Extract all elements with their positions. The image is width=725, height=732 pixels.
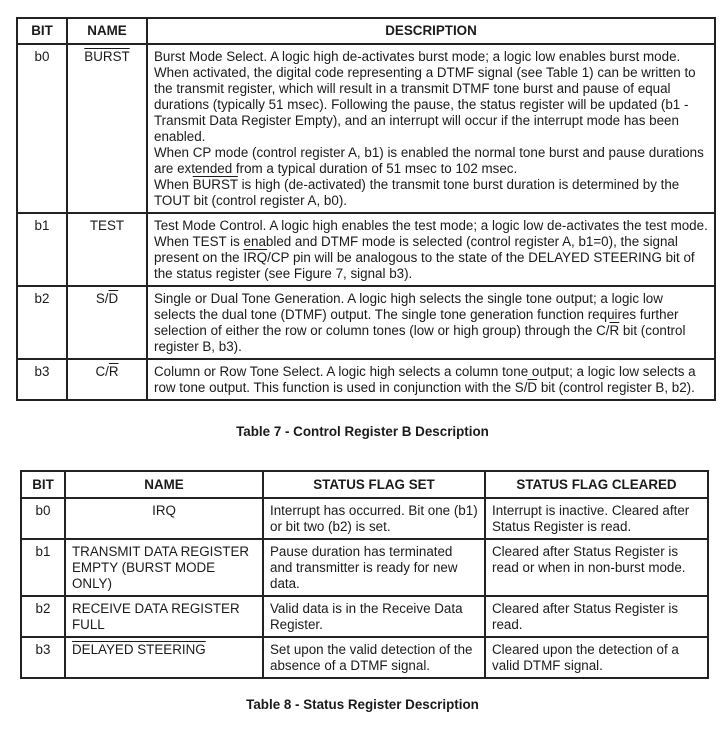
header-name: NAME (67, 18, 147, 44)
name-cell (65, 596, 263, 637)
table-row (21, 498, 708, 539)
table-row (21, 637, 708, 678)
description-cell (147, 286, 715, 359)
header-bit: BIT (17, 18, 67, 44)
table-row (17, 359, 715, 400)
bit-cell: b2 (17, 286, 67, 359)
overbar-text: $\overline{IRQ}$ (243, 250, 268, 265)
header-bit: BIT (21, 471, 65, 498)
status-flag-cleared-cell: Interrupt is inactive. Cleared after Status Register is read. (485, 498, 708, 539)
text-segment: S/ (95, 291, 109, 306)
header-row (17, 18, 715, 44)
name-cell (65, 637, 263, 678)
overbar-text: BURST (192, 177, 238, 192)
text-segment: When CP mode (control register A, b1) is enabled the normal tone burst and pause durations are extended from a typical duration of 51 msec to 102 msec. (154, 145, 704, 176)
table-row (21, 539, 708, 596)
header-status-flag-cleared: STATUS FLAG CLEARED (485, 471, 708, 498)
bit-cell: b3 (17, 359, 67, 400)
status-register-table (20, 470, 709, 679)
status-flag-cleared-cell: Cleared after Status Register is read. (485, 596, 708, 637)
bit-cell: b3 (21, 637, 65, 678)
status-flag-set-cell: Pause duration has terminated and transmitter is ready for new data. (263, 539, 485, 596)
status-flag-cleared-cell: Cleared upon the detection of a valid DTMF signal. (485, 637, 708, 678)
status-flag-set-cell: Set upon the valid detection of the absence of a DTMF signal. (263, 637, 485, 678)
table-row (21, 596, 708, 637)
overbar-text: $\overline{R}$ (609, 323, 620, 338)
text-segment: Column or Row Tone Select. A logic high selects a column tone output; a logic low selects a row tone output. This function is used in conjunction with the S/ (154, 364, 696, 395)
overbar-text: $\overline{R}$ (108, 364, 119, 379)
header-description: DESCRIPTION (147, 18, 715, 44)
overbar-text: DELAYED STEERING (72, 642, 206, 657)
description-cell (147, 44, 715, 213)
name-cell (65, 539, 263, 596)
header-name: NAME (65, 471, 263, 498)
text-segment: RECEIVE DATA REGISTER FULL (72, 601, 240, 632)
description-paragraph (154, 291, 708, 355)
description-paragraph (154, 218, 708, 282)
description-paragraph (154, 49, 708, 145)
bit-cell: b0 (17, 44, 67, 213)
description-cell (147, 213, 715, 286)
text-segment: Single or Dual Tone Generation. A logic high selects the single tone output; a logic low selects the dual tone (DTMF) output. The single tone generation function requires further selection of either the row or column tones (low or high group) through the C/ (154, 291, 679, 338)
header-row (21, 471, 708, 498)
description-paragraph (154, 364, 708, 396)
text-segment: IRQ (152, 503, 176, 518)
control-register-b-table (16, 17, 716, 401)
text-segment: Burst Mode Select. A logic high de-activates burst mode; a logic low enables burst mode. When activated, the digital code representing a DTMF signal (see Table 1) can be written to the transmit register, which will result in a transmit DTMF tone burst and pause of equal durations (typically 51 msec). Following the pause, the status register will be updated (b1 - Transmit Data Register Empty), and an interrupt will occur if the interrupt mode has been enabled. (154, 49, 696, 144)
table-8-caption: Table 8 - Status Register Description (246, 697, 479, 712)
name-cell (67, 359, 147, 400)
bit-cell: b1 (21, 539, 65, 596)
bit-cell: b0 (21, 498, 65, 539)
overbar-text: $\overline{D}$ (108, 291, 119, 306)
overbar-text: BURST (84, 49, 130, 64)
text-segment: TRANSMIT DATA REGISTER EMPTY (BURST MODE ONLY) (72, 544, 250, 591)
text-segment: /CP pin will be analogous to the state of the DELAYED STEERING bit of the status register (see Figure 7, signal b3). (154, 250, 695, 281)
table-row (17, 286, 715, 359)
text-segment: bit (control register B, b3). (154, 323, 686, 354)
description-cell (147, 359, 715, 400)
text-segment: Test Mode Control. A logic high enables the test mode; a logic low de-activates the test mode. When TEST is enabled and DTMF mode is selected (control register A, b1=0), the signal present on the (154, 218, 708, 265)
text-segment: TEST (89, 218, 125, 233)
description-paragraph (154, 145, 708, 177)
name-cell (67, 286, 147, 359)
description-paragraph (154, 177, 708, 209)
status-flag-set-cell: Valid data is in the Receive Data Register. (263, 596, 485, 637)
name-cell (67, 213, 147, 286)
table-row (17, 213, 715, 286)
bit-cell: b2 (21, 596, 65, 637)
overbar-text: $\overline{D}$ (527, 380, 538, 395)
name-cell (67, 44, 147, 213)
header-status-flag-set: STATUS FLAG SET (263, 471, 485, 498)
status-flag-set-cell: Interrupt has occurred. Bit one (b1) or bit two (b2) is set. (263, 498, 485, 539)
name-cell (65, 498, 263, 539)
text-segment: is high (de-activated) the transmit tone burst duration is determined by the TOUT bit (control register A, b0). (154, 177, 680, 208)
text-segment: When (154, 177, 193, 192)
table-row (17, 44, 715, 213)
table-7-caption: Table 7 - Control Register B Description (236, 424, 489, 439)
text-segment: bit (control register B, b2). (537, 380, 695, 395)
bit-cell: b1 (17, 213, 67, 286)
text-segment: C/ (95, 364, 109, 379)
status-flag-cleared-cell: Cleared after Status Register is read or when in non-burst mode. (485, 539, 708, 596)
